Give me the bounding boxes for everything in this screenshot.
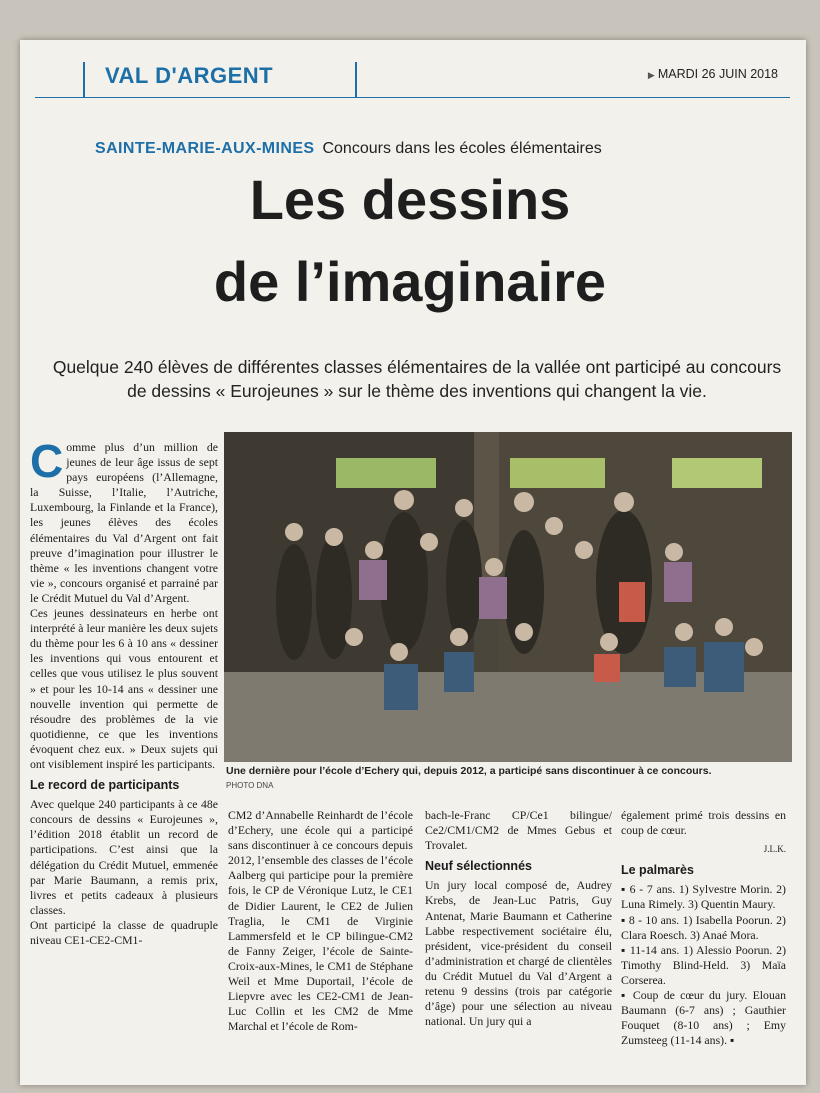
subheading: Neuf sélectionnés [425,859,532,874]
headline-line-1: Les dessins [249,168,571,231]
group-photo-illustration [224,432,792,762]
author-initials: J.L.K. [763,844,786,855]
photo-caption: Une dernière pour l’école d’Echery qui, depuis 2012, a participé sans discontinuer à ce concours. [226,765,712,777]
headline-line-2: de l’imaginaire [213,250,607,313]
subheading: Le palmarès [621,863,694,878]
rubric-bar-left [83,62,85,97]
palmares-entry: ▪ 11-14 ans. 1) Alessio Poorun. 2) Timothy Blind-Held. 3) Maïa Corserea. [621,942,786,987]
rubric-bar-right [355,62,357,97]
palmares-entry: ▪ 8 - 10 ans. 1) Isabella Poorun. 2) Clara Roesch. 3) Anaé Mora. [621,912,786,942]
paragraph: omme plus d’un million de jeunes de leur âge issus de sept pays européens (l’Allemagne, la Suisse, l’Italie, l’Autriche, Luxembourg, la Finlande et la France), les jeunes élèves des écoles élémentaires du Val d’Argent ont fait preuve d’imagination pour illustrer le thème « les inventions changent votre vie », concours organisé et parrainé par le Crédit Mutuel du Val d’Argent. [30,440,218,605]
paragraph: Avec quelque 240 participants à ce 48e concours de dessins « Eurojeunes », l’édition 2018 établit un record de participations. C’est ainsi que la délégation du Crédit Mutuel, emmenée par Marie Baumann, a remis prix, livres et petits cadeaux à plusieurs classes. [30,797,218,917]
column-1 [30,435,218,948]
subheading: Le record de participants [30,778,180,793]
issue-date: ▶ MARDI 26 JUIN 2018 [648,67,778,81]
paragraph: Un jury local composé de, Audrey Krebs, de Jean-Luc Patris, Guy Antenat, Marie Baumann et Catherine Labbe respectivement sociétaire élu, président, vice-président du conseil d’administration et chargé de clientèles du Crédit Mutuel du Val d’Argent a retenu 9 dessins (trois par catégorie d’âge) pour une sélection au niveau national. Un jury qui a [425,878,612,1029]
paragraph: CM2 d’Annabelle Reinhardt de l’école d’Echery, une école qui a participé sans discontinuer à ce concours depuis 2012, l’ensemble des classes de l’école Aalberg qui participe pour la première fois, le CP de Véronique Lutz, le CE1 de Didier Laurent, le CE2 de Julien Traglia, le CM1 de Virginie Lammersfeld et le CP bilingue-CM2 de Fanny Zeiger, l’école de Sainte-Croix-aux-Mines, le CM1 de Stéphane Weil et Mme Duportail, l’école de Liepvre avec les CE2-CM1 de Jean-Luc Collin et les CM2 de Mme Marchal et l’école de Rom- [228,808,413,1034]
paragraph: bach-le-Franc CP/Ce1 bilingue/ Ce2/CM1/CM2 de Mmes Gebus et Trovalet. [425,808,612,853]
standfirst: Quelque 240 élèves de différentes classes élémentaires de la vallée ont participé au concours de dessins « Eurojeunes » sur le thème des inventions qui changent la vie. [52,357,782,401]
rubric-rule [35,97,790,98]
drop-cap: C [30,435,64,487]
kicker-topic: Concours dans les écoles élémentaires [322,140,602,157]
paragraph: également primé trois dessins en coup de cœur. [621,808,786,838]
column-4 [621,808,786,1048]
paragraph: Ces jeunes dessinateurs en herbe ont interprété à leur manière les deux sujets du thème pour les 6 à 10 ans « dessiner les inventions qui vous entourent et celles que vous utilisez le plus souvent » et pour les 10-14 ans « dessiner une nouvelle invention qui permette de résoudre des problèmes de la vie quotidienne, ce que les inventions évoquent chez eux. » Deux sujets qui ont visiblement inspiré les participants. [30,606,218,771]
column-2 [228,808,413,1034]
photo-credit: PHOTO DNA [226,781,274,790]
palmares-entry: ▪ Coup de cœur du jury. Elouan Baumann (6-7 ans) ; Gauthier Fouquet (8-10 ans) ; Emy Zumsteeg (11-14 ans). ▪ [621,988,786,1048]
column-3 [425,808,612,1029]
section-title: VAL D'ARGENT [105,63,274,88]
group-photo [224,432,792,762]
kicker [95,140,602,158]
kicker-location: SAINTE-MARIE-AUX-MINES [95,140,315,157]
paragraph: Ont participé la classe de quadruple niveau CE1-CE2-CM1- [30,917,218,947]
palmares-entry: ▪ 6 - 7 ans. 1) Sylvestre Morin. 2) Luna Rimely. 3) Quentin Maury. [621,882,786,912]
